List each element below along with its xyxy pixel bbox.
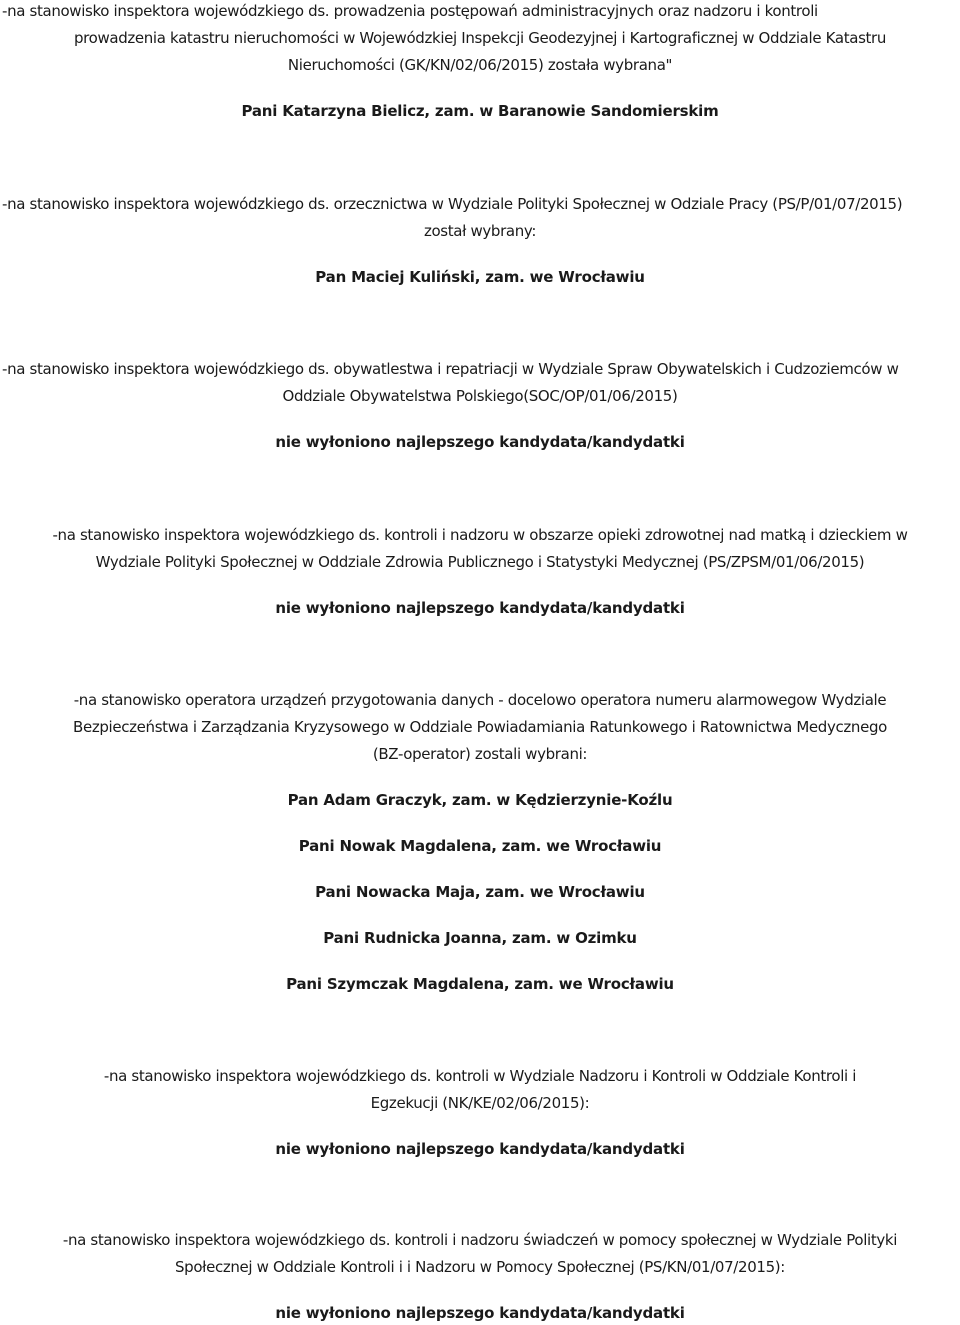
section-5-result-1: Pan Adam Graczyk, zam. w Kędzierzynie-Koźlu [287,791,673,809]
section-3-description-line-1: -na stanowisko inspektora wojewódzkiego ds. obywatlestwa i repatriacji w Wydziale Spraw Obywatelskich i Cudzoziemców w [2,360,899,378]
section-5-result-4: Pani Rudnicka Joanna, zam. w Ozimku [323,929,637,947]
section-2-result-1: Pan Maciej Kuliński, zam. we Wrocławiu [315,268,645,286]
section-3-description-line-2: Oddziale Obywatelstwa Polskiego(SOC/OP/01/06/2015) [282,387,678,405]
section-3-result-1: nie wyłoniono najlepszego kandydata/kandydatki [275,433,685,451]
section-1-description-line-3: Nieruchomości (GK/KN/02/06/2015) została wybrana" [287,56,673,74]
section-5-description-line-2: Bezpieczeństwa i Zarządzania Kryzysowego w Oddziale Powiadamiania Ratunkowego i Ratownictwa Medycznego [73,718,887,736]
section-4-description-line-2: Wydziale Polityki Społecznej w Oddziale Zdrowia Publicznego i Statystyki Medycznej (PS/ZPSM/01/06/2015) [95,553,865,571]
section-2-description-line-1: -na stanowisko inspektora wojewódzkiego ds. orzecznictwa w Wydziale Polityki Społecznej w Odziale Pracy (PS/P/01/07/2015) [2,195,903,213]
section-1-description-line-1: -na stanowisko inspektora wojewódzkiego ds. prowadzenia postępowań administracyjnych oraz nadzoru i kontroli [2,2,818,20]
section-1-result-1: Pani Katarzyna Bielicz, zam. w Baranowie Sandomierskim [241,102,719,120]
section-5-result-2: Pani Nowak Magdalena, zam. we Wrocławiu [298,837,662,855]
section-1-description-line-2: prowadzenia katastru nieruchomości w Wojewódzkiej Inspekcji Geodezyjnej i Kartograficznej w Oddziale Katastru [73,29,887,47]
section-7-description-line-2: Społecznej w Oddziale Kontroli i i Nadzoru w Pomocy Społecznej (PS/KN/01/07/2015): [174,1258,785,1276]
section-2-description-line-2: został wybrany: [423,222,537,240]
section-5-description-line-3: (BZ-operator) zostali wybrani: [372,745,588,763]
section-5-description-line-1: -na stanowisko operatora urządzeń przygotowania danych - docelowo operatora numeru alarmowegow Wydziale [73,691,887,709]
section-5-result-5: Pani Szymczak Magdalena, zam. we Wrocławiu [286,975,674,993]
section-5-result-3: Pani Nowacka Maja, zam. we Wrocławiu [315,883,645,901]
section-6-result-1: nie wyłoniono najlepszego kandydata/kandydatki [275,1140,685,1158]
section-4-description-line-1: -na stanowisko inspektora wojewódzkiego ds. kontroli i nadzoru w obszarze opieki zdrowotnej nad matką i dzieckiem w [52,526,908,544]
section-7-description-line-1: -na stanowisko inspektora wojewódzkiego ds. kontroli i nadzoru świadczeń w pomocy społecznej w Wydziale Polityki [62,1231,898,1249]
section-4-result-1: nie wyłoniono najlepszego kandydata/kandydatki [275,599,685,617]
section-6-description-line-2: Egzekucji (NK/KE/02/06/2015): [370,1094,590,1112]
section-6-description-line-1: -na stanowisko inspektora wojewódzkiego ds. kontroli w Wydziale Nadzoru i Kontroli w Oddziale Kontroli i [103,1067,857,1085]
section-7-result-1: nie wyłoniono najlepszego kandydata/kandydatki [275,1304,685,1322]
